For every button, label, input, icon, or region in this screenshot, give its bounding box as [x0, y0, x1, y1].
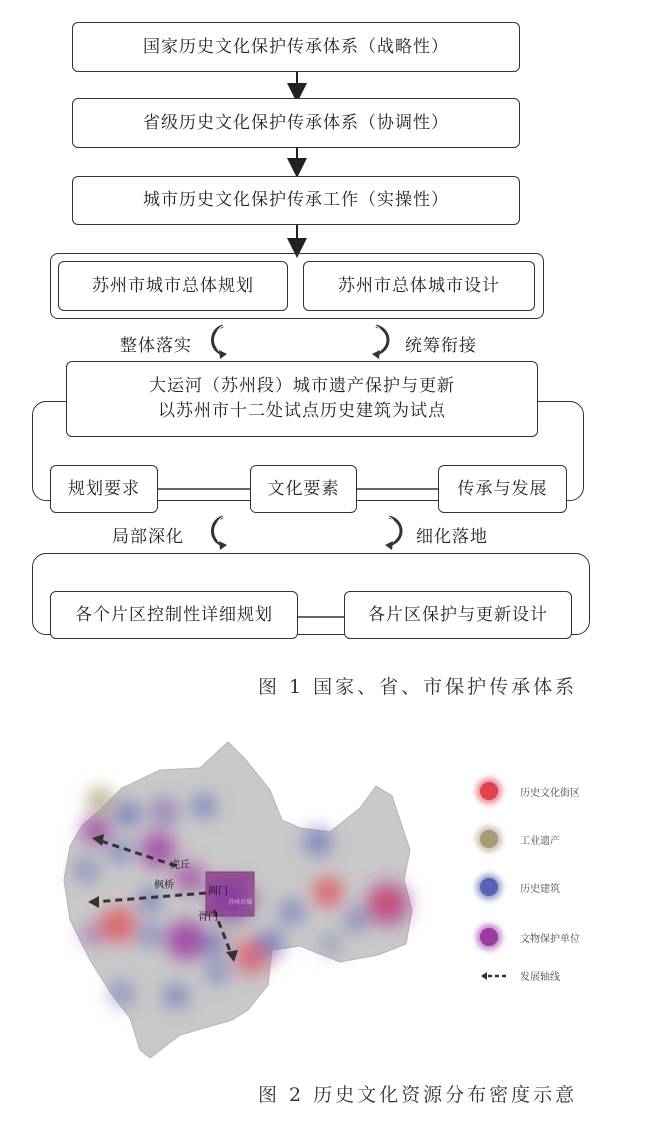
map-label-huqiu: 虎丘: [170, 860, 190, 871]
legend-label: 工业遗产: [520, 835, 560, 847]
khaki-dot-icon: [480, 830, 498, 848]
control-plan-label: 各个片区控制性详细规划: [75, 604, 273, 625]
planning-requirement-label: 规划要求: [68, 478, 140, 499]
canal-project-line1: 大运河（苏州段）城市遗产保护与更新: [149, 376, 455, 397]
canal-project-line2: 以苏州市十二处试点历史建筑为试点: [158, 401, 446, 421]
legend-label: 文物保护单位: [520, 933, 580, 945]
legend-label: 发展轴线: [520, 972, 560, 983]
link-local-deepen: 局部深化: [112, 527, 184, 547]
legend-item: [480, 928, 580, 946]
figure1-caption: 图 1 国家、省、市保护传承体系: [258, 676, 578, 698]
blue-dot-icon: [480, 878, 498, 896]
legend-item: [480, 968, 560, 983]
city-work-label: 城市历史文化保护传承工作（实操性）: [143, 190, 449, 211]
link-overall-implement: 整体落实: [120, 336, 192, 356]
map-label-changmen: 阊门: [208, 886, 228, 897]
purple-dot-icon: [480, 928, 498, 946]
legend-label: 历史文化街区: [520, 787, 580, 799]
map-label-fengqiao: 枫桥: [154, 880, 174, 891]
city-design-label: 苏州市总体城市设计: [338, 275, 500, 296]
master-plan-label: 苏州市城市总体规划: [92, 275, 254, 296]
national-system-label: 国家历史文化保护传承体系（战略性）: [143, 36, 449, 57]
district-design-label: 各片区保护与更新设计: [368, 604, 548, 625]
legend-item: [480, 878, 560, 896]
map-label-gusu: 苏州古城: [228, 899, 253, 906]
legend-label: 历史建筑: [520, 883, 560, 895]
link-coordinate: 统筹衔接: [405, 336, 477, 356]
provincial-system-label: 省级历史文化保护传承体系（协调性）: [143, 112, 449, 133]
legend-item: [480, 782, 580, 800]
red-dot-icon: [480, 782, 498, 800]
cultural-elements-label: 文化要素: [267, 478, 340, 499]
link-refine-implement: 细化落地: [416, 527, 488, 547]
map-label-xumen: 胥门: [198, 912, 218, 923]
dashed-arrow-icon: [480, 970, 508, 982]
figure2-caption: 图 2 历史文化资源分布密度示意: [258, 1084, 578, 1106]
inherit-develop-label: 传承与发展: [457, 478, 548, 499]
legend-item: [480, 830, 560, 848]
